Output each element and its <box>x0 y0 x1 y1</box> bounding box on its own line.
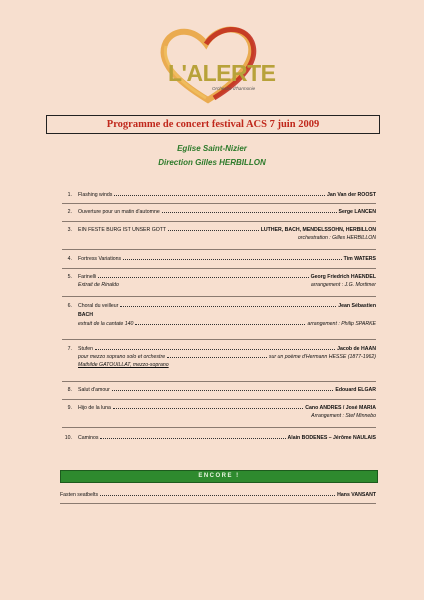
item-number: 4. <box>67 256 72 262</box>
item-composer: Edouard ELGAR <box>335 387 376 393</box>
list-item <box>60 346 376 374</box>
item-number: 1. <box>67 192 72 198</box>
item-composer: Hans VANSANT <box>337 492 376 498</box>
item-composer: Jan Van der ROOST <box>326 192 376 198</box>
item-arrangement: arrangement : Philip SPARKE <box>307 321 376 327</box>
item-title: Ouverture pour un matin d'automne <box>78 209 160 215</box>
item-composer: Serge LANCEN <box>338 209 376 215</box>
item-title: Choral du veilleur <box>78 303 119 309</box>
divider <box>62 427 376 428</box>
divider <box>62 296 376 297</box>
item-number: 7. <box>67 346 72 352</box>
item-composer: Cano ANDRES / José MARIA <box>305 405 376 411</box>
item-number: 9. <box>67 405 72 411</box>
item-title: Salut d'amour <box>78 387 110 393</box>
program-title: Programme de concert festival ACS 7 juin 2009 <box>46 115 380 134</box>
item-title: Fortress Variations <box>78 256 122 262</box>
list-item <box>60 303 376 333</box>
direction: Direction Gilles HERBILLON <box>158 158 266 167</box>
item-extra: Extrait de Rinaldo <box>78 282 119 288</box>
item-arrangement: Arrangement : Stef Minnebo <box>311 413 376 419</box>
divider <box>62 399 376 400</box>
item-number: 5. <box>67 274 72 280</box>
divider <box>62 249 376 250</box>
divider <box>62 203 376 204</box>
encore-item <box>60 492 376 499</box>
item-extra: extrait de la cantate 140 <box>78 321 134 327</box>
item-soloist: Mathilde GATOUILLAT, mezzo-soprano <box>78 362 169 368</box>
venue: Eglise Saint-Nizier <box>177 144 247 153</box>
item-title: Farinelli <box>78 274 97 280</box>
item-composer: Jean Sébastien <box>338 303 376 309</box>
item-extra: pour mezzo soprano solo et orchestre <box>78 354 166 360</box>
logo-subtitle: Orchestre d'harmonie <box>212 86 256 91</box>
item-title: Hijo de la luna <box>78 405 111 411</box>
item-arrangement: orchestration : Gilles HERBILLON <box>297 235 376 241</box>
item-number: 10. <box>64 435 72 441</box>
item-extra-2: sur un poème d'Hermann HESSE (1877-1962) <box>268 354 376 360</box>
item-composer: Jacob de HAAN <box>337 346 376 352</box>
item-composer: LUTHER, BACH, MENDELSSOHN, HERBILLON <box>260 227 376 233</box>
divider <box>60 503 376 504</box>
item-number: 8. <box>67 387 72 393</box>
divider <box>62 268 376 269</box>
item-arrangement: arrangement : J.G. Mortimer <box>310 282 376 288</box>
item-number: 3. <box>67 227 72 233</box>
item-composer-cont: BACH <box>78 312 93 318</box>
logo-name: L'ALERTE <box>168 60 276 86</box>
item-composer: Georg Friedrich HAENDEL <box>310 274 376 280</box>
divider <box>62 221 376 222</box>
divider <box>62 381 376 382</box>
list-item <box>60 227 376 243</box>
item-number: 6. <box>67 303 72 309</box>
item-composer: Tim WATERS <box>343 256 376 262</box>
list-item <box>60 405 376 421</box>
item-number: 2. <box>67 209 72 215</box>
item-title: Flashing winds <box>78 192 113 198</box>
item-composer: Alain BODENES – Jérôme NAULAIS <box>287 435 376 441</box>
item-title: Fasten seatbelts <box>60 492 99 498</box>
encore-banner: ENCORE ! <box>60 470 378 483</box>
item-title: EIN FESTE BURG IST UNSER GOTT <box>78 227 167 233</box>
item-title: Stufen <box>78 346 93 352</box>
divider <box>62 339 376 340</box>
item-title: Caminos <box>78 435 99 441</box>
list-item <box>60 274 376 290</box>
